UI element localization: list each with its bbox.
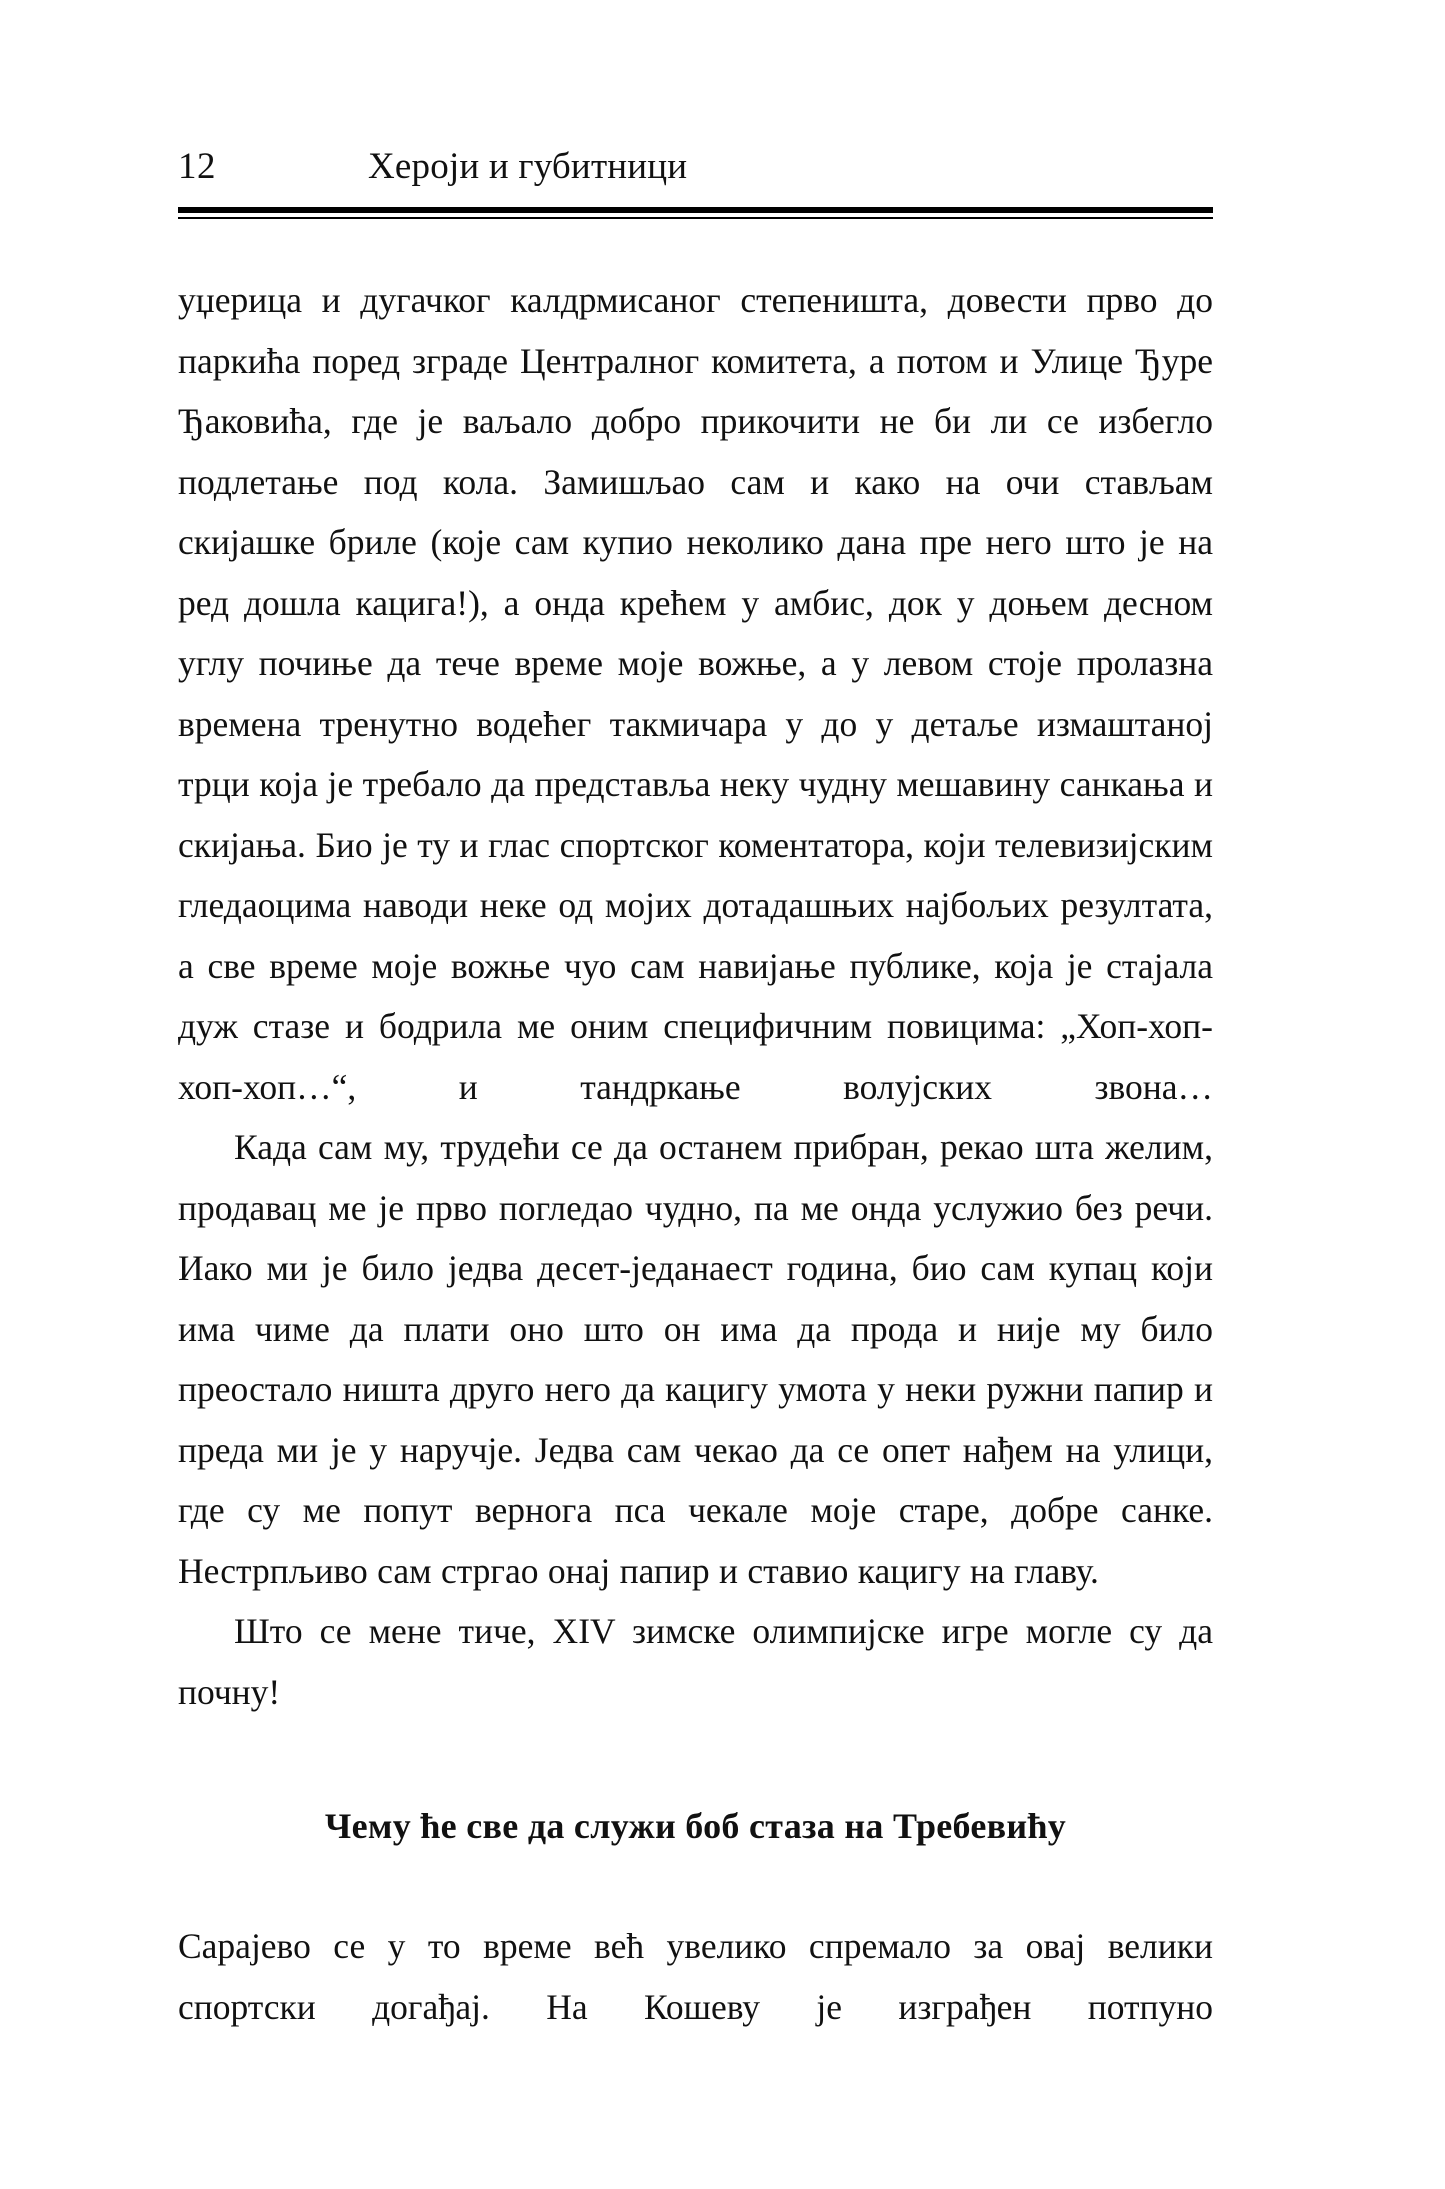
page-number: 12	[178, 146, 216, 187]
running-header	[178, 148, 1213, 185]
heading-top-spacer	[178, 1722, 1213, 1800]
paragraph-2: Када сам му, трудећи се да останем прибран, рекао шта желим, продавац ме је прво погледао чудно, па ме онда услужио без речи. Иако ми је било једва десет-једанаест година, био сам купац који има чиме да плати оно што он има да прода и није му било преостало ништа друго него да кацигу умота у неки ружни папир и преда ми је у наручје. Једва сам чекао да се опет нађем на улици, где су ме попут вернога пса чекале моје старе, добре санке. Нестрпљиво сам стргао онај папир и ставио кацигу на главу.	[178, 1127, 1213, 1591]
header-double-rule	[178, 207, 1213, 219]
heading-bottom-spacer	[178, 1852, 1213, 1916]
running-title: Хероји и губитници	[368, 146, 688, 187]
paragraph-3: Што се мене тиче, XIV зимске олимпијске игре могле су да почну!	[178, 1611, 1213, 1712]
paragraph-1: уџерица и дугачког калдрмисаног степеништа, довести прво до паркића поред зграде Централног комитета, а потом и Улице Ђуре Ђаковића, где је ваљало добро прикочити не би ли се избегло подлетање под кола. Замишљао сам и како на очи стављам скијашке бриле (које сам купио неколико дана пре него што је на ред дошла кацига!), а онда крећем у амбис, док у доњем десном углу почиње да тече време моје вожње, а у левом стоје пролазна времена тренутно водећег такмичара у до у детаље измаштаној трци која је требало да представља неку чудну мешавину санкања и скијања. Био је ту и глас спортског коментатора, који телевизијским гледаоцима наводи неке од мојих дотадашњих најбољих резултата, а све време моје вожње чуо сам навијање публике, која је стајала дуж стазе и бодрила ме оним специфичним повицима: „Хоп-хоп-хоп-хоп…“, и тандркање волујских звона…	[178, 280, 1213, 1107]
paragraph-4: Сарајево се у то време већ увелико спремало за овај велики спортски догађај. На Кошеву је изграђен потпуно	[178, 1926, 1213, 2027]
rule-thin-line	[178, 217, 1213, 219]
text-column	[178, 270, 1213, 2037]
section-heading: Чему ће све да служи боб стаза на Требевићу	[324, 1806, 1067, 1846]
